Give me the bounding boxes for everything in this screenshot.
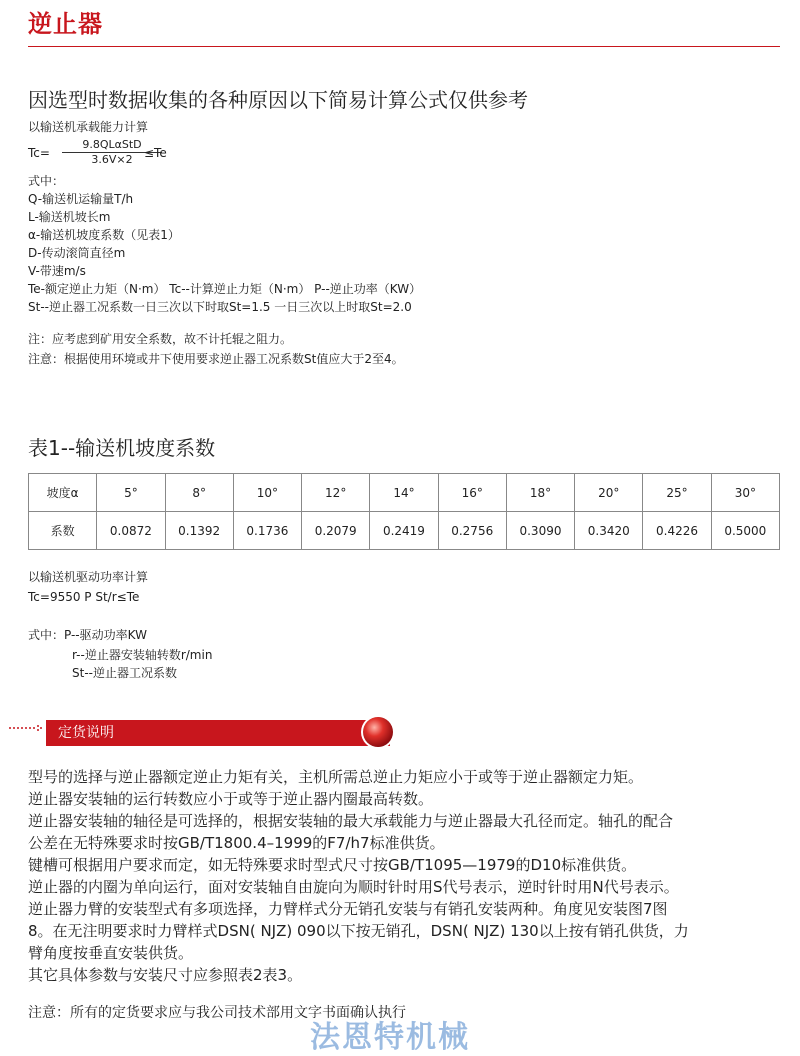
angle-cell: 30° <box>711 474 779 512</box>
angle-cell: 10° <box>233 474 301 512</box>
coefficient-cell: 0.1392 <box>165 512 233 550</box>
angle-cell: 5° <box>97 474 165 512</box>
coefficient-cell: 0.2419 <box>370 512 438 550</box>
order-paragraph: 其它具体参数与安装尺寸应参照表2表3。 <box>28 966 303 984</box>
def-item: V-带速m/s <box>28 264 86 278</box>
final-note: 注意：所有的定货要求应与我公司技术部用文字书面确认执行 <box>28 1005 406 1021</box>
coefficient-cell: 0.5000 <box>711 512 779 550</box>
power-where-line: 式中：P--驱动功率KW <box>28 628 147 642</box>
def-item: α-输送机坡度系数（见表1） <box>28 228 180 242</box>
table1-heading: 表1--输送机坡度系数 <box>28 436 216 460</box>
page-title: 逆止器 <box>28 10 103 38</box>
coefficient-cell: 0.1736 <box>233 512 301 550</box>
order-paragraph: 逆止器安装轴的运行转数应小于或等于逆止器内圈最高转数。 <box>28 790 434 808</box>
section-heading: 因选型时数据收集的各种原因以下简易计算公式仅供参考 <box>28 88 528 112</box>
formula-denominator: 3.6V×2 <box>91 153 133 166</box>
note: 注意：根据使用环境或井下使用要求逆止器工况系数St值应大于2至4。 <box>28 352 404 366</box>
order-section-header <box>0 712 800 748</box>
angle-cell: 8° <box>165 474 233 512</box>
order-paragraph: 逆止器力臂的安装型式有多项选择，力臂样式分无销孔安装与有销孔安装两种。角度见安装图7图 <box>28 900 668 918</box>
angle-cell: 16° <box>438 474 506 512</box>
order-paragraph: 8。在无注明要求时力臂样式DSN( NJZ) 090以下按无销孔，DSN( NJZ) 130以上按有销孔供货，力 <box>28 922 689 940</box>
capacity-title: 以输送机承载能力计算 <box>28 120 149 134</box>
def-item: D-传动滚筒直径m <box>28 246 126 260</box>
coefficient-cell: 0.3090 <box>506 512 574 550</box>
dotted-arrow-icon <box>8 724 44 732</box>
angle-cell: 18° <box>506 474 574 512</box>
angle-cell: 20° <box>575 474 643 512</box>
order-paragraph: 臂角度按垂直安装供货。 <box>28 944 194 962</box>
angle-cell: 14° <box>370 474 438 512</box>
order-instructions <box>28 766 780 986</box>
row-label-angle: 坡度α <box>29 474 97 512</box>
order-paragraph: 逆止器安装轴的轴径是可选择的，根据安装轴的最大承载能力与逆止器最大孔径而定。轴孔的配合 <box>28 812 674 830</box>
def-item: L-输送机坡长m <box>28 210 111 224</box>
where-label: 式中： <box>28 174 65 188</box>
coefficient-cell: 0.3420 <box>575 512 643 550</box>
formula-lhs: Tc= <box>28 146 50 160</box>
formula-numerator: 9.8QLαStD <box>62 138 162 153</box>
coefficient-cell: 0.0872 <box>97 512 165 550</box>
order-paragraph: 公差在无特殊要求时按GB/T1800.4–1999的F7/h7标准供货。 <box>28 834 445 852</box>
row-label-coefficient: 系数 <box>29 512 97 550</box>
def-item: Te-额定逆止力矩（N·m） Tc--计算逆止力矩（N·m） P--逆止功率（KW） <box>28 282 422 296</box>
coefficient-cell: 0.2079 <box>302 512 370 550</box>
table-row-angle <box>29 474 780 512</box>
power-formula: Tc=9550 P St/r≤Te <box>28 590 140 604</box>
title-divider <box>28 46 780 47</box>
def-item: Q-输送机运输量T/h <box>28 192 134 206</box>
watermark: 法恩特机械 <box>310 1020 470 1055</box>
power-def-item: St--逆止器工况系数 <box>72 666 177 680</box>
note: 注：应考虑到矿用安全系数，故不计托辊之阻力。 <box>28 332 293 346</box>
formula-rhs: ≤Te <box>144 146 167 160</box>
order-paragraph: 逆止器的内圈为单向运行，面对安装轴自由旋向为顺时针时用S代号表示，逆时针时用N代号表示。 <box>28 878 679 896</box>
order-section-label: 定货说明 <box>46 720 390 746</box>
order-paragraph: 键槽可根据用户要求而定，如无特殊要求时型式尺寸按GB/T1095—1979的D10标准供货。 <box>28 856 637 874</box>
slope-coefficient-table <box>28 473 780 550</box>
order-paragraph: 型号的选择与逆止器额定逆止力矩有关，主机所需总逆止力矩应小于或等于逆止器额定力矩。 <box>28 768 644 786</box>
coefficient-cell: 0.2756 <box>438 512 506 550</box>
red-sphere-icon <box>360 714 396 750</box>
angle-cell: 25° <box>643 474 711 512</box>
def-item: St--逆止器工况系数一日三次以下时取St=1.5 一日三次以上时取St=2.0 <box>28 300 412 314</box>
table-row-coefficient <box>29 512 780 550</box>
power-def-item: r--逆止器安装轴转数r/min <box>72 648 213 662</box>
coefficient-cell: 0.4226 <box>643 512 711 550</box>
power-title: 以输送机驱动功率计算 <box>28 570 149 584</box>
angle-cell: 12° <box>302 474 370 512</box>
